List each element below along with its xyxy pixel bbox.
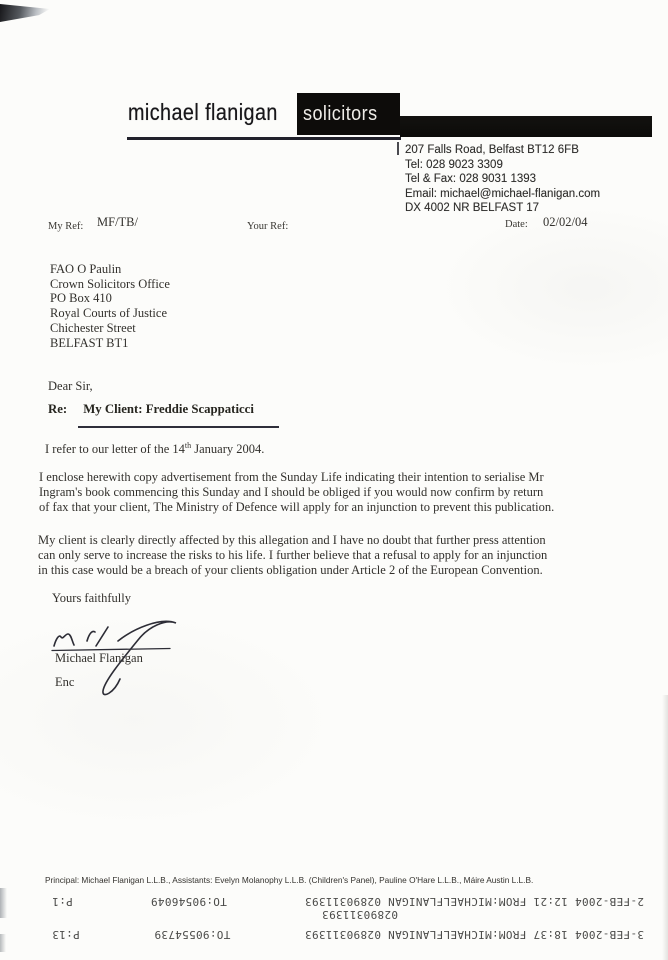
footer-principal-line: Principal: Michael Flanigan L.L.B., Assistants: Evelyn Molanophy L.L.B. (Children's Panel), Pauline O'Hare L.L.B., Máire Austin L.L.B.: [45, 875, 534, 885]
recipient-line: Chichester Street: [50, 320, 136, 335]
contact-divider-line: [397, 142, 399, 155]
fax1-page: P:1: [52, 895, 73, 908]
re-heading: [48, 402, 254, 417]
contact-email: Email: michael@michael-flanigan.com: [405, 187, 601, 200]
re-label: Re:: [48, 402, 68, 416]
recipient-line: Royal Courts of Justice: [50, 306, 168, 321]
fax-header-2: [52, 928, 644, 941]
closing: Yours faithfully: [52, 591, 131, 605]
intro-sentence: [45, 441, 264, 457]
your-ref-label: Your Ref:: [247, 221, 289, 232]
scan-artifact-corner: [0, 4, 50, 22]
my-ref-label: My Ref:: [48, 221, 84, 232]
recipient-line: Crown Solicitors Office: [50, 276, 170, 291]
enclosure-note: Enc: [55, 675, 75, 689]
scan-artifact-right-edge: [662, 695, 668, 960]
recipient-line: PO Box 410: [50, 291, 112, 306]
my-ref-value: MF/TB/: [97, 215, 138, 229]
firm-logo-name: michael flanigan: [128, 99, 278, 125]
contact-tel: Tel: 028 9023 3309: [405, 158, 503, 171]
salutation: Dear Sir,: [48, 379, 93, 393]
paragraph-line: of fax that your client, The Ministry of Defence will apply for an injunction to prevent this publication.: [39, 500, 555, 515]
scan-artifact-left-edge: [0, 888, 7, 918]
paragraph-line: Ingram's book commencing this Sunday and I should be obliged if you would now confirm by return: [39, 485, 544, 500]
firm-logo-tag: solicitors: [303, 103, 378, 125]
recipient-line: FAO O Paulin: [50, 262, 122, 276]
letterhead-underline: [127, 137, 401, 140]
fax2-to: TO:90554739: [154, 928, 231, 941]
firm-logo-tag-block: [297, 93, 400, 135]
signatory-name: Michael Flanigan: [55, 651, 143, 665]
re-heading-underline: [78, 426, 279, 428]
scan-artifact-left-edge-bottom: [0, 934, 6, 952]
paragraph-1: [39, 470, 554, 516]
letterhead-bar: [400, 116, 652, 137]
date-value: 02/02/04: [543, 215, 588, 229]
contact-tel-fax: Tel & Fax: 028 9031 1393: [405, 173, 537, 186]
paragraph-2: [38, 533, 547, 579]
contact-address: 207 Falls Road, Belfast BT12 6FB: [405, 144, 579, 156]
intro-post: January 2004.: [191, 442, 265, 457]
fax2-page: P:13: [52, 928, 80, 941]
recipient-address-block: [50, 262, 170, 350]
intro-ordinal: th: [184, 441, 192, 450]
fax1-to: TO:90546049: [150, 895, 227, 908]
fax1-datetime-from: 2-FEB-2004 12:21 FROM:MICHAELFLANIGAN 02890311393: [304, 895, 644, 908]
paragraph-line: My client is clearly directly affected by this allegation and I have no doubt that further press attention: [38, 533, 546, 547]
paragraph-line: I enclose herewith copy advertisement from the Sunday Life indicating their intention to serialise Mr: [39, 470, 544, 484]
fax2-datetime-from: 3-FEB-2004 18:37 FROM:MICHAELFLANIGAN 02890311393: [304, 928, 644, 941]
contact-dx: DX 4002 NR BELFAST 17: [405, 202, 540, 215]
paragraph-line: can only serve to increase the risks to his life. I further believe that a refusal to apply for an injunction: [38, 548, 548, 563]
re-subject: My Client: Freddie Scappaticci: [83, 402, 254, 416]
recipient-line: BELFAST BT1: [50, 335, 129, 350]
date-label: Date:: [505, 219, 528, 230]
paragraph-line: in this case would be a breach of your clients obligation under Article 2 of the European Convention.: [38, 563, 543, 578]
intro-pre: I refer to our letter of the 14: [45, 442, 185, 457]
fax-header-1: [52, 895, 644, 908]
contact-block: [405, 143, 600, 216]
fax-header-1-number: 02890311393: [321, 908, 398, 921]
